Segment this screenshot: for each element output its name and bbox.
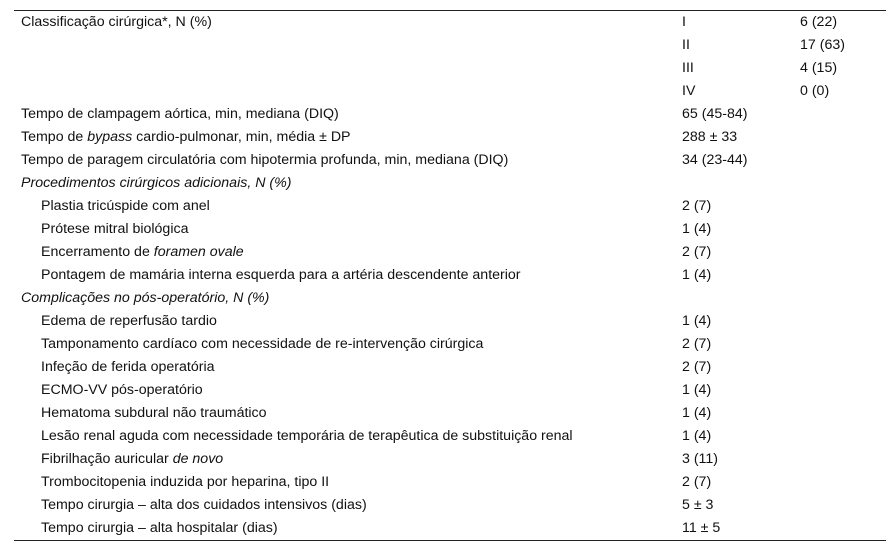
- value-cell: 1 (4): [682, 221, 712, 237]
- table-row: [14, 425, 886, 448]
- value-cell: 5 ± 3: [682, 497, 714, 513]
- row-label: Pontagem de mamária interna esquerda para a artéria descendente anterior: [41, 267, 521, 283]
- value-cell: 2 (7): [682, 336, 712, 352]
- label-italic: bypass: [87, 129, 133, 145]
- value-cell: 2 (7): [682, 359, 712, 375]
- class-cell: IV: [682, 83, 696, 99]
- value-cell: 1 (4): [682, 313, 712, 329]
- class-cell: I: [682, 14, 686, 30]
- row-label: Hematoma subdural não traumático: [41, 405, 267, 421]
- table-row: [14, 379, 886, 402]
- table-row: [14, 34, 886, 57]
- row-label: Tamponamento cardíaco com necessidade de re-intervenção cirúrgica: [41, 336, 484, 352]
- label-text: Fibrilhação auricular: [41, 451, 173, 467]
- row-label: Edema de reperfusão tardio: [41, 313, 217, 329]
- table-row: [14, 80, 886, 103]
- value-cell: 65 (45-84): [682, 106, 748, 122]
- value-cell: 1 (4): [682, 428, 712, 444]
- label-text: cardio-pulmonar, min, média ± DP: [132, 129, 351, 145]
- value-cell: 1 (4): [682, 267, 712, 283]
- row-label: Infeção de ferida operatória: [41, 359, 215, 375]
- table-row: [14, 149, 886, 172]
- row-label: Tempo cirurgia – alta dos cuidados intensivos (dias): [41, 497, 367, 513]
- row-label: [41, 241, 244, 264]
- row-label: Plastia tricúspide com anel: [41, 198, 210, 214]
- row-label: Tempo de paragem circulatória com hipotermia profunda, min, mediana (DIQ): [21, 152, 509, 168]
- value-cell: 2 (7): [682, 198, 712, 214]
- value-cell: 17 (63): [800, 37, 845, 53]
- row-label: Tempo cirurgia – alta hospitalar (dias): [41, 520, 278, 536]
- table-row: [14, 333, 886, 356]
- table-row: [14, 517, 886, 540]
- surgical-data-table: [14, 10, 886, 541]
- table-row: [14, 103, 886, 126]
- row-label: [21, 126, 351, 149]
- row-label: Trombocitopenia induzida por heparina, tipo II: [41, 474, 330, 490]
- complications-header: Complicações no pós-operatório, N (%): [21, 290, 270, 306]
- class-cell: II: [682, 37, 690, 53]
- table-row: [14, 310, 886, 333]
- procedures-header: Procedimentos cirúrgicos adicionais, N (%): [21, 175, 292, 191]
- classification-label: Classificação cirúrgica*, N (%): [21, 14, 212, 30]
- section-header-row: [14, 172, 886, 195]
- table-row: [14, 402, 886, 425]
- row-label: Lesão renal aguda com necessidade temporária de terapêutica de substituição renal: [41, 428, 573, 444]
- row-label: Prótese mitral biológica: [41, 221, 189, 237]
- table-row: [14, 126, 886, 149]
- value-cell: 34 (23-44): [682, 152, 748, 168]
- table-row: [14, 494, 886, 517]
- row-label: Tempo de clampagem aórtica, min, mediana (DIQ): [21, 106, 339, 122]
- value-cell: 3 (11): [682, 451, 719, 467]
- value-cell: 2 (7): [682, 244, 712, 260]
- table-row: [14, 218, 886, 241]
- table-row: [14, 448, 886, 471]
- value-cell: 288 ± 33: [682, 129, 738, 145]
- row-label: [41, 448, 223, 471]
- table-row: [14, 241, 886, 264]
- value-cell: 1 (4): [682, 382, 712, 398]
- value-cell: 2 (7): [682, 474, 712, 490]
- table-row: [14, 57, 886, 80]
- label-text: Encerramento de: [41, 244, 154, 260]
- table-row: [14, 471, 886, 494]
- value-cell: 1 (4): [682, 405, 712, 421]
- value-cell: 0 (0): [800, 83, 830, 99]
- table-row: [14, 356, 886, 379]
- label-italic: foramen ovale: [153, 244, 244, 260]
- section-header-row: [14, 287, 886, 310]
- value-cell: 11 ± 5: [682, 520, 721, 536]
- value-cell: 4 (15): [800, 60, 838, 76]
- label-text: Tempo de: [21, 129, 88, 145]
- row-label: ECMO-VV pós-operatório: [41, 382, 203, 398]
- table-row: [14, 264, 886, 287]
- class-cell: III: [682, 60, 694, 76]
- label-italic: de novo: [172, 451, 224, 467]
- table-row: [14, 11, 886, 34]
- value-cell: 6 (22): [800, 14, 838, 30]
- table-row: [14, 195, 886, 218]
